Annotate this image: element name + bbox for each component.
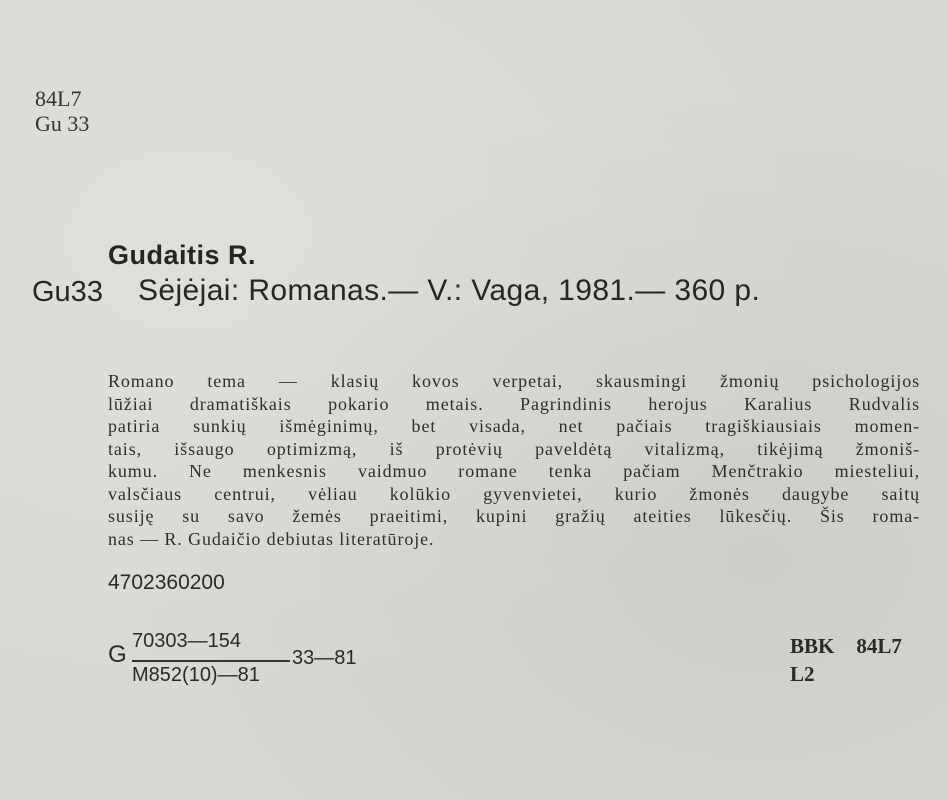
bbk-second: L2 xyxy=(790,662,815,686)
annotation-paragraph xyxy=(108,370,920,550)
annotation-line: lūžiai dramatiškais pokario metais. Pagrindinis herojus Karalius Rudvalis xyxy=(108,393,920,414)
call-number xyxy=(35,86,89,136)
annotation-line: nas — R. Gudaičio debiutas literatūroje. xyxy=(108,528,435,549)
bbk-row xyxy=(790,632,902,660)
annotation-line: valsčiaus centrui, vėliau kolūkio gyvenvietei, kurio žmonės daugybe saitų xyxy=(108,483,920,504)
bbk-code: 84L7 xyxy=(856,634,902,658)
isbn-number: 4702360200 xyxy=(108,571,225,594)
title-imprint-line: Sėjėjai: Romanas.— V.: Vaga, 1981.— 360 p. xyxy=(138,274,761,307)
call-number-classification: 84L7 xyxy=(35,86,82,111)
index-numerator: 70303—154 xyxy=(132,630,241,652)
index-suffix: 33—81 xyxy=(292,647,357,669)
index-formula xyxy=(108,628,388,698)
bbk-label: BBK xyxy=(790,634,835,658)
annotation-line: Romano tema — klasių kovos verpetai, skausmingi žmonių psichologijos xyxy=(108,371,920,391)
index-denominator: M852(10)—81 xyxy=(132,664,260,686)
annotation-line: susiję su savo žemės praeitimi, kupini gražių ateities lūkesčių. Šis roma- xyxy=(108,506,920,526)
annotation-line: tais, išsaugo optimizmą, iš protėvių paveldėtą vitalizmą, tikėjimą žmoniš- xyxy=(108,438,920,459)
author-heading: Gudaitis R. xyxy=(108,240,257,270)
fraction-rule xyxy=(132,660,290,662)
index-letter: G xyxy=(108,641,127,668)
annotation-line: kumu. Ne menkesnis vaidmuo romane tenka pačiam Menčtrakio miesteliui, xyxy=(108,461,920,481)
bbk-classification xyxy=(790,632,902,688)
shelf-mark: Gu33 xyxy=(32,276,103,308)
annotation-line: patiria sunkių išmėginimų, bet visada, net pačiais tragiškiausiais momen- xyxy=(108,416,920,436)
call-number-author-mark: Gu 33 xyxy=(35,111,90,136)
